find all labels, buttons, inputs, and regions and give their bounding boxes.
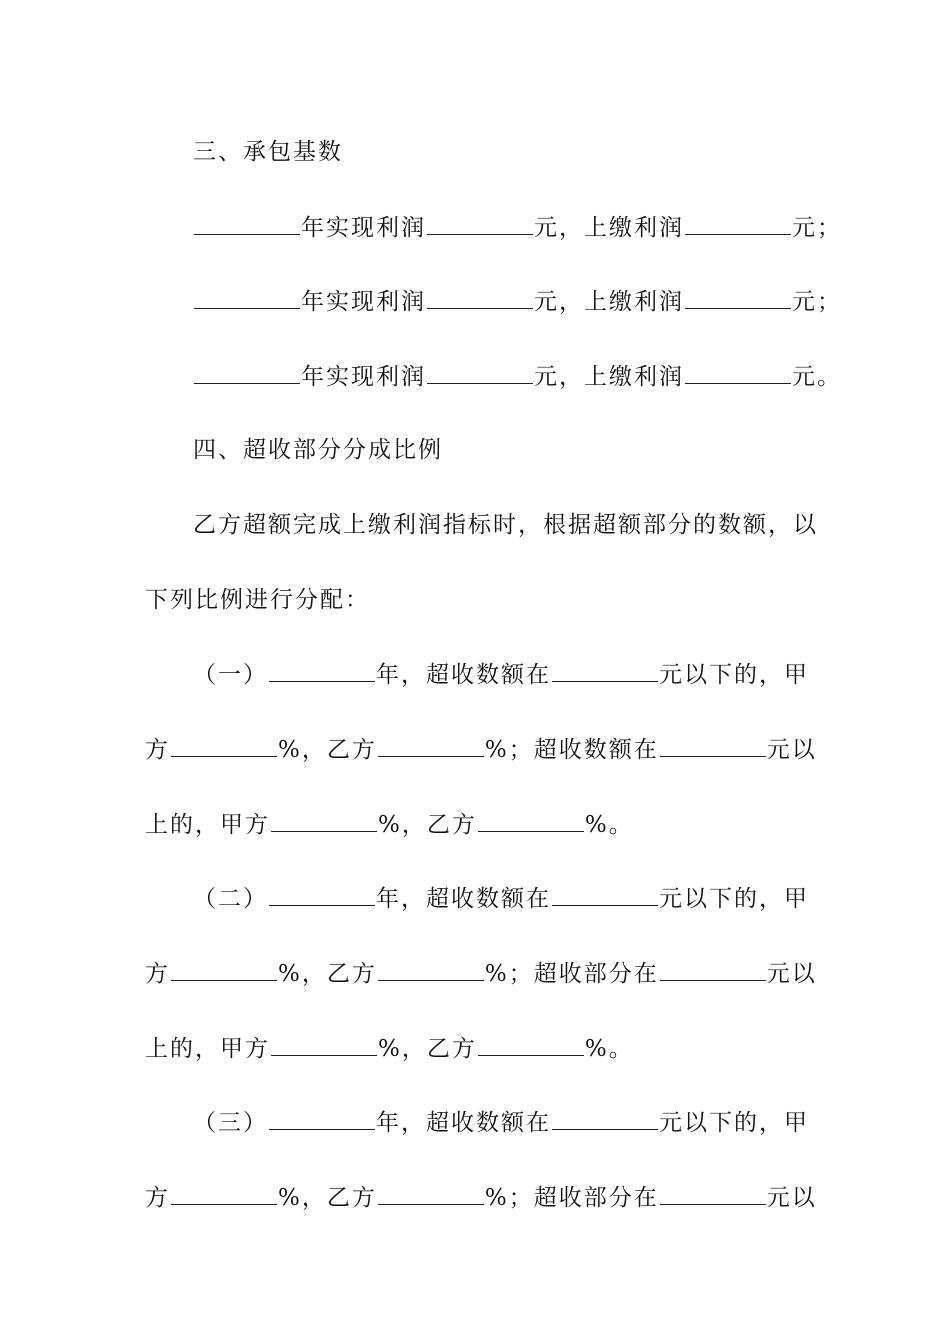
section-four-heading: 四、超收部分分成比例 [193,437,443,463]
item-text: 元以下的，甲 [659,1110,809,1136]
fill-blank[interactable] [269,883,375,906]
fill-blank[interactable] [552,883,658,906]
item-text: 元以 [766,961,817,987]
item-text: %，乙方 [278,737,377,763]
item-text: 上的，甲方 [145,1036,270,1062]
fill-blank[interactable] [660,734,766,757]
item-text: %，乙方 [278,961,377,987]
item-three-line-1 [193,1107,809,1138]
fill-blank[interactable] [660,1182,766,1205]
item-text: %；超收部分在 [484,1185,659,1211]
fill-blank[interactable] [552,1107,658,1130]
fill-blank[interactable] [171,958,277,981]
profit-text: 元，上缴利润 [534,215,684,241]
item-text: 上的，甲方 [145,812,270,838]
item-text: %，乙方 [278,1185,377,1211]
item-text: %。 [584,1036,634,1062]
item-label: （三） [193,1110,268,1136]
fill-blank[interactable] [427,286,533,309]
fill-blank[interactable] [427,361,533,384]
fill-blank[interactable] [685,361,791,384]
profit-line [193,361,842,392]
profit-text: 年实现利润 [301,289,426,315]
item-two-line-3 [145,1033,634,1064]
profit-text: 年实现利润 [301,364,426,390]
fill-blank[interactable] [685,286,791,309]
fill-blank[interactable] [194,361,300,384]
item-label: （二） [193,886,268,912]
item-text: 方 [145,1185,170,1211]
fill-blank[interactable] [378,1182,484,1205]
item-two-line-1 [193,883,809,914]
profit-text: 元； [792,289,842,315]
profit-text: 元； [792,215,842,241]
section-three-heading: 三、承包基数 [193,139,343,165]
fill-blank[interactable] [171,1182,277,1205]
fill-blank[interactable] [552,659,658,682]
fill-blank[interactable] [271,809,377,832]
item-text: 元以下的，甲 [659,886,809,912]
item-text: %；超收数额在 [484,737,659,763]
fill-blank[interactable] [171,734,277,757]
profit-line [193,286,842,317]
item-text: 元以 [766,737,817,763]
item-text: %；超收部分在 [484,961,659,987]
item-one-line-3 [145,809,634,840]
item-text: 年，超收数额在 [376,1110,551,1136]
item-text: 元以 [766,1185,817,1211]
item-text: %，乙方 [378,812,477,838]
profit-text: 元。 [792,364,842,390]
fill-blank[interactable] [271,1033,377,1056]
item-text: 年，超收数额在 [376,886,551,912]
item-one-line-2 [145,734,817,765]
fill-blank[interactable] [478,809,584,832]
item-three-line-2 [145,1182,817,1213]
fill-blank[interactable] [194,212,300,235]
fill-blank[interactable] [478,1033,584,1056]
fill-blank[interactable] [660,958,766,981]
profit-text: 元，上缴利润 [534,364,684,390]
item-two-line-2 [145,958,817,989]
fill-blank[interactable] [269,659,375,682]
item-text: 年，超收数额在 [376,662,551,688]
item-text: %，乙方 [378,1036,477,1062]
fill-blank[interactable] [378,958,484,981]
profit-line [193,212,842,243]
item-text: 方 [145,737,170,763]
fill-blank[interactable] [378,734,484,757]
intro-line-2: 下列比例进行分配： [145,587,370,613]
profit-text: 元，上缴利润 [534,289,684,315]
item-text: 元以下的，甲 [659,662,809,688]
item-label: （一） [193,662,268,688]
fill-blank[interactable] [427,212,533,235]
fill-blank[interactable] [269,1107,375,1130]
profit-text: 年实现利润 [301,215,426,241]
fill-blank[interactable] [685,212,791,235]
item-one-line-1 [193,659,809,690]
fill-blank[interactable] [194,286,300,309]
item-text: 方 [145,961,170,987]
intro-line-1: 乙方超额完成上缴利润指标时，根据超额部分的数额，以 [193,512,818,538]
item-text: %。 [584,812,634,838]
